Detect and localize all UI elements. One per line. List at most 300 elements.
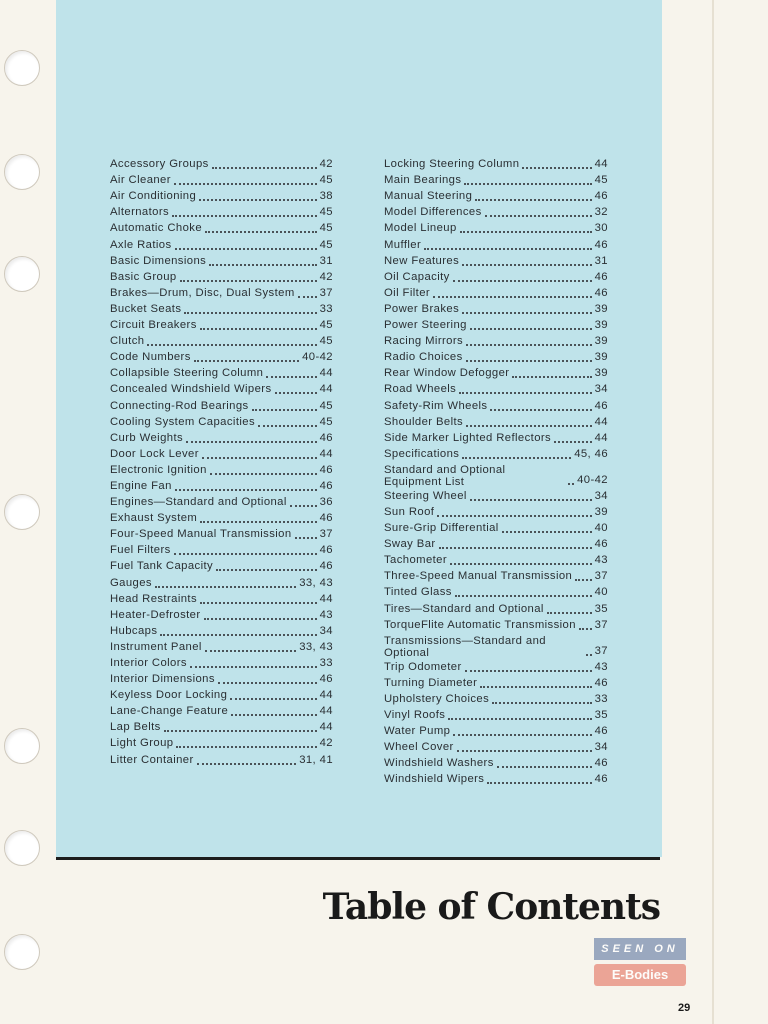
dot-leader bbox=[470, 497, 592, 501]
dot-leader bbox=[453, 732, 591, 736]
dot-leader bbox=[174, 551, 317, 555]
index-entry-pages: 32 bbox=[594, 206, 608, 219]
dot-leader bbox=[200, 326, 317, 330]
index-entry-pages: 39 bbox=[594, 302, 608, 315]
index-entry bbox=[110, 188, 333, 204]
index-entry bbox=[384, 317, 608, 333]
index-entry bbox=[384, 365, 608, 381]
index-entry-term: Code Numbers bbox=[110, 351, 191, 364]
index-entry-term: Air Conditioning bbox=[110, 190, 197, 203]
dot-leader bbox=[258, 423, 317, 427]
dot-leader bbox=[266, 374, 316, 378]
index-entry-term: Tinted Glass bbox=[384, 586, 452, 599]
index-entry-term: Fuel Filters bbox=[110, 544, 171, 557]
watermark-logo bbox=[594, 938, 686, 994]
index-entry bbox=[110, 269, 333, 285]
index-entry bbox=[384, 520, 608, 536]
dot-leader bbox=[485, 213, 592, 217]
index-entry-term: Gauges bbox=[110, 576, 152, 589]
index-entry-pages: 46 bbox=[594, 270, 608, 283]
index-entry bbox=[110, 510, 333, 526]
index-entry bbox=[384, 675, 608, 691]
index-entry bbox=[110, 365, 333, 381]
index-entry-pages: 40 bbox=[594, 522, 608, 535]
dot-leader bbox=[252, 407, 317, 411]
index-entry-pages: 44 bbox=[319, 721, 333, 734]
index-entry bbox=[384, 462, 608, 488]
index-entry-pages: 46 bbox=[319, 479, 333, 492]
index-entry-pages: 46 bbox=[594, 773, 608, 786]
index-entry-pages: 31 bbox=[319, 254, 333, 267]
index-entry-term: Door Lock Lever bbox=[110, 447, 199, 460]
dot-leader bbox=[480, 684, 591, 688]
index-entry bbox=[110, 542, 333, 558]
index-entry-term: Oil Capacity bbox=[384, 270, 450, 283]
dot-leader bbox=[466, 342, 592, 346]
index-entry-term: Manual Steering bbox=[384, 190, 473, 203]
dot-leader bbox=[453, 278, 592, 282]
dot-leader bbox=[465, 668, 592, 672]
dot-leader bbox=[466, 423, 592, 427]
index-entry-pages: 45, 46 bbox=[574, 447, 608, 460]
index-entry bbox=[110, 719, 333, 735]
index-entry bbox=[110, 703, 333, 719]
index-entry bbox=[110, 462, 333, 478]
dot-leader bbox=[184, 310, 316, 314]
dot-leader bbox=[464, 181, 591, 185]
index-entry bbox=[384, 659, 608, 675]
dot-leader bbox=[275, 390, 317, 394]
index-entry-pages: 46 bbox=[319, 431, 333, 444]
index-entry bbox=[384, 568, 608, 584]
dot-leader bbox=[433, 294, 592, 298]
dot-leader bbox=[160, 632, 316, 636]
index-entry-term: Upholstery Choices bbox=[384, 692, 490, 705]
index-entry-pages: 31, 41 bbox=[299, 753, 333, 766]
index-entry bbox=[384, 691, 608, 707]
index-entry bbox=[110, 172, 333, 188]
index-entry-term: Clutch bbox=[110, 335, 145, 348]
index-entry-term: Head Restraints bbox=[110, 592, 197, 605]
index-entry bbox=[384, 771, 608, 787]
index-entry-pages: 46 bbox=[594, 190, 608, 203]
index-entry bbox=[110, 236, 333, 252]
index-entry-term: Hubcaps bbox=[110, 624, 158, 637]
index-entry-term: Basic Dimensions bbox=[110, 254, 207, 267]
dot-leader bbox=[437, 513, 591, 517]
dot-leader bbox=[197, 761, 297, 765]
dot-leader bbox=[522, 165, 591, 169]
index-entry-pages: 40-42 bbox=[577, 473, 608, 486]
dot-leader bbox=[586, 652, 592, 656]
index-entry-pages: 44 bbox=[319, 689, 333, 702]
index-entry-pages: 33 bbox=[319, 657, 333, 669]
index-entry-term: Heater-Defroster bbox=[110, 608, 201, 621]
dot-leader bbox=[231, 712, 316, 716]
index-entry-pages: 37 bbox=[319, 286, 333, 299]
index-entry bbox=[110, 349, 333, 365]
index-entry bbox=[384, 381, 608, 397]
index-entry-term: Electronic Ignition bbox=[110, 463, 207, 476]
index-entry-pages: 38 bbox=[319, 190, 333, 203]
index-entry-pages: 44 bbox=[594, 431, 608, 444]
index-entry-term: Turning Diameter bbox=[384, 676, 478, 689]
index-entry-pages: 37 bbox=[319, 528, 333, 541]
index-entry-pages: 44 bbox=[594, 415, 608, 428]
dot-leader bbox=[554, 439, 592, 443]
index-entry bbox=[110, 446, 333, 462]
watermark-line1: SEEN ON bbox=[594, 938, 686, 960]
index-entry bbox=[384, 172, 608, 188]
index-entry bbox=[384, 536, 608, 552]
index-entry bbox=[384, 755, 608, 771]
binder-hole bbox=[4, 494, 40, 530]
index-entry-term: Side Marker Lighted Reflectors bbox=[384, 431, 552, 444]
index-entry-pages: 45 bbox=[319, 222, 333, 235]
index-entry bbox=[384, 504, 608, 520]
index-entry-term: Power Steering bbox=[384, 319, 467, 332]
index-entry bbox=[384, 414, 608, 430]
index-entry bbox=[110, 607, 333, 623]
dot-leader bbox=[186, 439, 317, 443]
index-entry-term: Shoulder Belts bbox=[384, 415, 464, 428]
dot-leader bbox=[462, 455, 571, 459]
dot-leader bbox=[200, 519, 316, 523]
dot-leader bbox=[512, 374, 591, 378]
index-entry-term: Lane-Change Feature bbox=[110, 705, 229, 718]
index-entry-pages: 46 bbox=[319, 560, 333, 573]
dot-leader bbox=[175, 246, 317, 250]
index-entry-term: Basic Group bbox=[110, 270, 177, 283]
index-entry-pages: 31 bbox=[594, 254, 608, 267]
index-entry bbox=[384, 253, 608, 269]
index-entry-pages: 34 bbox=[594, 741, 608, 754]
dot-leader bbox=[487, 780, 591, 784]
dot-leader bbox=[190, 664, 317, 668]
index-entry-term: Engine Fan bbox=[110, 479, 172, 492]
dot-leader bbox=[547, 610, 592, 614]
dot-leader bbox=[298, 294, 317, 298]
index-entry bbox=[384, 236, 608, 252]
dot-leader bbox=[155, 584, 296, 588]
index-entry bbox=[384, 488, 608, 504]
index-entry-pages: 44 bbox=[319, 592, 333, 605]
index-entry bbox=[110, 591, 333, 607]
index-entry-term: Locking Steering Column bbox=[384, 158, 520, 171]
index-entry-pages: 39 bbox=[594, 367, 608, 380]
dot-leader bbox=[212, 165, 317, 169]
index-entry-pages: 33, 43 bbox=[299, 576, 333, 589]
index-entry-pages: 45 bbox=[319, 238, 333, 251]
index-entry bbox=[384, 220, 608, 236]
dot-leader bbox=[205, 229, 317, 233]
index-entry bbox=[110, 397, 333, 413]
index-entry-pages: 37 bbox=[594, 618, 608, 631]
index-entry-term: Keyless Door Locking bbox=[110, 689, 228, 702]
index-entry bbox=[384, 739, 608, 755]
dot-leader bbox=[295, 535, 317, 539]
index-entry-term: Interior Colors bbox=[110, 657, 187, 669]
index-entry bbox=[384, 269, 608, 285]
index-entry bbox=[384, 584, 608, 600]
index-entry bbox=[110, 333, 333, 349]
index-entry-pages: 43 bbox=[319, 608, 333, 621]
index-entry-term: Standard and Optional Equipment List bbox=[384, 463, 506, 488]
index-entry-pages: 34 bbox=[319, 624, 333, 637]
dot-leader bbox=[475, 197, 591, 201]
dot-leader bbox=[210, 471, 317, 475]
index-entry-term: Windshield Washers bbox=[384, 757, 494, 770]
index-entry-pages: 30 bbox=[594, 222, 608, 235]
dot-leader bbox=[209, 262, 316, 266]
index-entry-term: Wheel Cover bbox=[384, 741, 454, 754]
watermark-line2: E-Bodies bbox=[594, 964, 686, 986]
index-entry-term: Light Group bbox=[110, 737, 174, 750]
index-entry-term: Circuit Breakers bbox=[110, 319, 197, 332]
index-entry-term: Automatic Choke bbox=[110, 222, 203, 235]
index-entry bbox=[384, 633, 608, 659]
dot-leader bbox=[200, 600, 317, 604]
index-entry bbox=[110, 253, 333, 269]
index-entry-pages: 40 bbox=[594, 586, 608, 599]
dot-leader bbox=[575, 577, 591, 581]
index-entry-pages: 42 bbox=[319, 737, 333, 750]
index-entry-term: Engines—Standard and Optional bbox=[110, 496, 287, 509]
index-entry-term: Alternators bbox=[110, 206, 170, 219]
page-title: Table of Contents bbox=[322, 886, 660, 928]
dot-leader bbox=[147, 342, 316, 346]
index-entry-term: Connecting-Rod Bearings bbox=[110, 399, 249, 412]
index-entry-pages: 34 bbox=[594, 489, 608, 502]
index-entry-pages: 45 bbox=[319, 399, 333, 412]
index-entry bbox=[384, 446, 608, 462]
index-entry bbox=[384, 204, 608, 220]
index-entry bbox=[110, 430, 333, 446]
dot-leader bbox=[424, 246, 592, 250]
dot-leader bbox=[490, 407, 591, 411]
index-entry-term: Collapsible Steering Column bbox=[110, 367, 264, 380]
index-entry-term: Fuel Tank Capacity bbox=[110, 560, 214, 573]
index-entry-term: Sun Roof bbox=[384, 505, 435, 518]
index-entry-pages: 44 bbox=[319, 705, 333, 718]
dot-leader bbox=[194, 358, 299, 362]
dot-leader bbox=[568, 481, 574, 485]
index-entry bbox=[110, 478, 333, 494]
dot-leader bbox=[497, 764, 592, 768]
index-entry bbox=[384, 723, 608, 739]
index-entry bbox=[384, 600, 608, 616]
index-entry bbox=[110, 301, 333, 317]
index-entry-term: Specifications bbox=[384, 447, 460, 460]
index-entry-term: Air Cleaner bbox=[110, 174, 171, 187]
binder-hole bbox=[4, 830, 40, 866]
index-entry bbox=[110, 204, 333, 220]
binder-hole bbox=[4, 934, 40, 970]
index-entry-pages: 43 bbox=[594, 660, 608, 673]
index-entry-term: Transmissions—Standard and Optional bbox=[384, 634, 546, 659]
index-entry bbox=[384, 349, 608, 365]
index-entry-pages: 46 bbox=[319, 544, 333, 557]
dot-leader bbox=[466, 358, 592, 362]
index-entry bbox=[110, 156, 333, 172]
index-entry-term: Racing Mirrors bbox=[384, 335, 464, 348]
index-entry-term: New Features bbox=[384, 254, 460, 267]
dot-leader bbox=[199, 197, 316, 201]
dot-leader bbox=[502, 529, 592, 533]
binder-hole bbox=[4, 728, 40, 764]
index-entry-term: Brakes—Drum, Disc, Dual System bbox=[110, 286, 295, 299]
title-rule bbox=[56, 857, 660, 860]
index-entry-term: Rear Window Defogger bbox=[384, 367, 510, 380]
binder-hole bbox=[4, 50, 40, 86]
index-entry-pages: 39 bbox=[594, 505, 608, 518]
index-entry-term: Exhaust System bbox=[110, 512, 198, 525]
index-entry-term: Main Bearings bbox=[384, 174, 462, 187]
index-entry-term: Safety-Rim Wheels bbox=[384, 399, 488, 412]
page-edge bbox=[712, 0, 714, 1024]
index-entry bbox=[110, 317, 333, 333]
index-entry-term: Sure-Grip Differential bbox=[384, 522, 499, 535]
index-entry bbox=[110, 751, 333, 767]
index-entry-pages: 35 bbox=[594, 602, 608, 615]
index-entry bbox=[384, 301, 608, 317]
index-entry-term: Litter Container bbox=[110, 753, 194, 766]
index-entry bbox=[110, 526, 333, 542]
index-entry-pages: 34 bbox=[594, 383, 608, 396]
index-entry bbox=[384, 285, 608, 301]
index-entry-term: Interior Dimensions bbox=[110, 673, 215, 686]
index-entry bbox=[384, 707, 608, 723]
index-entry-pages: 46 bbox=[594, 238, 608, 251]
index-entry bbox=[110, 735, 333, 751]
index-entry bbox=[110, 285, 333, 301]
index-entry-pages: 37 bbox=[594, 644, 608, 657]
index-entry-term: Power Brakes bbox=[384, 302, 460, 315]
index-entry-pages: 46 bbox=[594, 757, 608, 770]
index-entry-pages: 45 bbox=[319, 319, 333, 332]
index-entry-pages: 33 bbox=[319, 302, 333, 315]
dot-leader bbox=[459, 390, 591, 394]
dot-leader bbox=[172, 213, 317, 217]
index-entry-pages: 36 bbox=[319, 496, 333, 509]
index-entry-term: Tachometer bbox=[384, 554, 448, 567]
index-entry bbox=[110, 639, 333, 655]
dot-leader bbox=[492, 700, 591, 704]
dot-leader bbox=[457, 748, 592, 752]
index-entry-pages: 46 bbox=[319, 673, 333, 686]
index-entry-term: Radio Choices bbox=[384, 351, 463, 364]
index-entry-pages: 35 bbox=[594, 709, 608, 721]
index-entry-pages: 45 bbox=[319, 335, 333, 348]
index-entry bbox=[384, 430, 608, 446]
page-number: 29 bbox=[678, 1002, 691, 1014]
dot-leader bbox=[180, 278, 317, 282]
index-entry-term: Model Differences bbox=[384, 206, 482, 219]
index-entry-pages: 44 bbox=[319, 367, 333, 380]
dot-leader bbox=[450, 561, 592, 565]
index-entry bbox=[110, 671, 333, 687]
index-entry-term: Concealed Windshield Wipers bbox=[110, 383, 272, 396]
index-entry-term: Lap Belts bbox=[110, 721, 161, 734]
index-entry bbox=[384, 333, 608, 349]
index-entry-term: Four-Speed Manual Transmission bbox=[110, 528, 292, 541]
index-entry bbox=[110, 687, 333, 703]
dot-leader bbox=[462, 310, 592, 314]
index-entry-pages: 46 bbox=[319, 512, 333, 525]
index-entry-term: Axle Ratios bbox=[110, 238, 172, 251]
dot-leader bbox=[164, 728, 317, 732]
index-entry-pages: 39 bbox=[594, 335, 608, 348]
index-entry-term: TorqueFlite Automatic Transmission bbox=[384, 618, 576, 631]
index-entry-pages: 45 bbox=[319, 206, 333, 219]
index-entry-term: Tires—Standard and Optional bbox=[384, 602, 544, 615]
index-entry-pages: 45 bbox=[319, 415, 333, 428]
index-column-left bbox=[110, 156, 333, 768]
index-entry bbox=[384, 188, 608, 204]
dot-leader bbox=[230, 696, 316, 700]
index-entry bbox=[384, 156, 608, 172]
dot-leader bbox=[216, 567, 317, 571]
index-entry-pages: 42 bbox=[319, 270, 333, 283]
index-entry-pages: 33, 43 bbox=[299, 640, 333, 653]
index-entry-term: Vinyl Roofs bbox=[384, 709, 446, 721]
index-entry-pages: 33 bbox=[594, 692, 608, 705]
index-entry-term: Three-Speed Manual Transmission bbox=[384, 570, 573, 583]
dot-leader bbox=[439, 545, 592, 549]
index-entry-pages: 40-42 bbox=[302, 351, 333, 364]
index-entry-pages: 46 bbox=[594, 538, 608, 551]
index-entry-pages: 44 bbox=[319, 383, 333, 396]
index-entry-term: Sway Bar bbox=[384, 538, 436, 551]
dot-leader bbox=[176, 744, 316, 748]
index-entry-pages: 37 bbox=[594, 570, 608, 583]
index-entry-term: Water Pump bbox=[384, 725, 451, 738]
index-entry-pages: 45 bbox=[319, 174, 333, 187]
index-entry-term: Windshield Wipers bbox=[384, 773, 485, 786]
index-entry bbox=[384, 397, 608, 413]
index-entry-pages: 45 bbox=[594, 174, 608, 187]
dot-leader bbox=[460, 229, 592, 233]
index-entry-pages: 46 bbox=[594, 676, 608, 689]
dot-leader bbox=[448, 716, 591, 720]
index-entry-pages: 46 bbox=[594, 286, 608, 299]
index-entry-term: Oil Filter bbox=[384, 286, 431, 299]
index-entry bbox=[110, 558, 333, 574]
index-column-right bbox=[384, 156, 608, 787]
binder-hole bbox=[4, 154, 40, 190]
dot-leader bbox=[204, 616, 317, 620]
index-entry-pages: 44 bbox=[594, 158, 608, 171]
binder-hole bbox=[4, 256, 40, 292]
index-entry-pages: 39 bbox=[594, 319, 608, 332]
dot-leader bbox=[290, 503, 317, 507]
index-entry-term: Cooling System Capacities bbox=[110, 415, 255, 428]
dot-leader bbox=[462, 262, 592, 266]
dot-leader bbox=[175, 487, 317, 491]
index-entry-term: Model Lineup bbox=[384, 222, 457, 235]
index-entry bbox=[384, 617, 608, 633]
index-entry-pages: 44 bbox=[319, 447, 333, 460]
index-entry-term: Accessory Groups bbox=[110, 158, 209, 171]
index-entry-pages: 43 bbox=[594, 554, 608, 567]
index-entry-term: Muffler bbox=[384, 238, 422, 251]
dot-leader bbox=[455, 593, 592, 597]
index-entry bbox=[110, 220, 333, 236]
index-entry bbox=[384, 552, 608, 568]
index-entry bbox=[110, 414, 333, 430]
index-entry-pages: 46 bbox=[594, 399, 608, 412]
dot-leader bbox=[174, 181, 317, 185]
